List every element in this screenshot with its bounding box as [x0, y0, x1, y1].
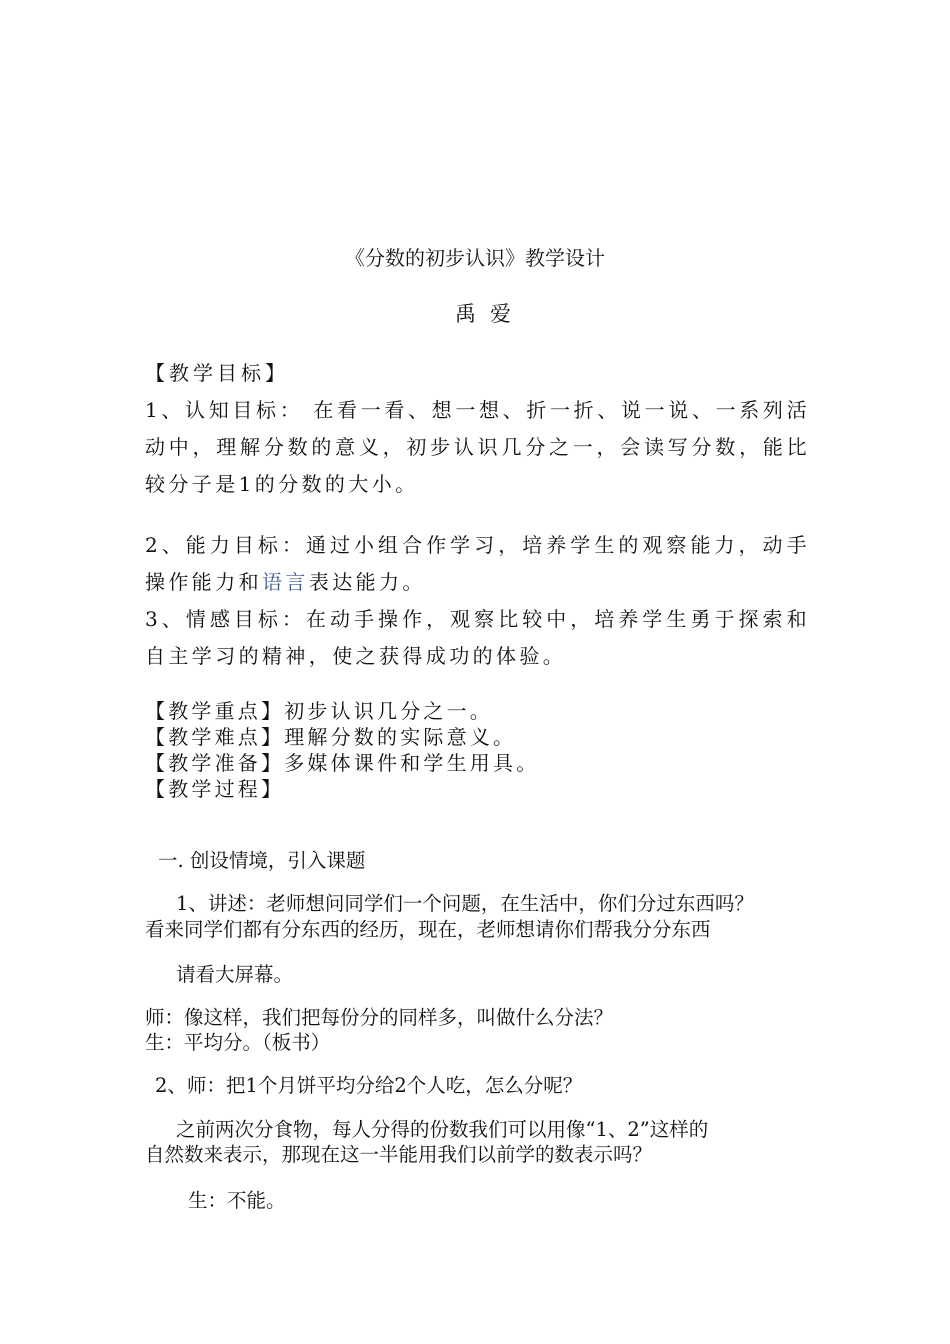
process-heading: 【教学过程】	[145, 777, 285, 801]
document-title: 《分数的初步认识》教学设计	[345, 246, 605, 270]
author-name: 禹爱	[455, 302, 525, 326]
section-1-heading: 一. 创设情境，引入课题	[158, 849, 366, 872]
goal-cognitive: 1、认知目标： 在看一看、想一想、折一折、说一说、一系列活动中，理解分数的意义，初步认识几分之一，会读写分数，能比较分子是1的分数的大小。	[145, 398, 810, 496]
goal-ability	[145, 527, 810, 601]
goals-heading: 【教学目标】	[145, 361, 289, 385]
difficulty: 【教学难点】理解分数的实际意义。	[145, 725, 517, 749]
key-point: 【教学重点】初步认识几分之一。	[145, 699, 493, 723]
goal-emotional: 3、情感目标：在动手操作，观察比较中，培养学生勇于探索和自主学习的精神，使之获得成功的体验。	[145, 607, 810, 668]
preparation: 【教学准备】多媒体课件和学生用具。	[145, 751, 540, 775]
teacher-question: 师：像这样，我们把每份分的同样多，叫做什么分法？	[145, 1006, 614, 1029]
goal-ability-link[interactable]: 语言	[262, 570, 309, 594]
student-answer: 生：平均分。（板书）	[145, 1031, 331, 1054]
goal-ability-text-a: 2、能力目标：通过小组合作学习，培养学生的观察能力，动手操作能力和	[145, 533, 810, 594]
paragraph-2: 请看大屏幕。	[176, 963, 294, 986]
goal-ability-text-b: 表达能力。	[308, 570, 426, 594]
paragraph-6-line-2: 自然数来表示，那现在这一半能用我们以前学的数表示吗？	[145, 1143, 653, 1166]
student-reply: 生：不能。	[188, 1189, 286, 1212]
paragraph-1-line-2: 看来同学们都有分东西的经历，现在，老师想请你们帮我分分东西	[145, 918, 711, 941]
paragraph-6-line-1: 之前两次分食物，每人分得的份数我们可以用像“1、2”这样的	[176, 1118, 709, 1141]
paragraph-5: 2、师：把1个月饼平均分给2个人吃，怎么分呢？	[155, 1074, 583, 1097]
paragraph-1-line-1: 1、讲述：老师想问同学们一个问题，在生活中，你们分过东西吗？	[176, 892, 754, 915]
